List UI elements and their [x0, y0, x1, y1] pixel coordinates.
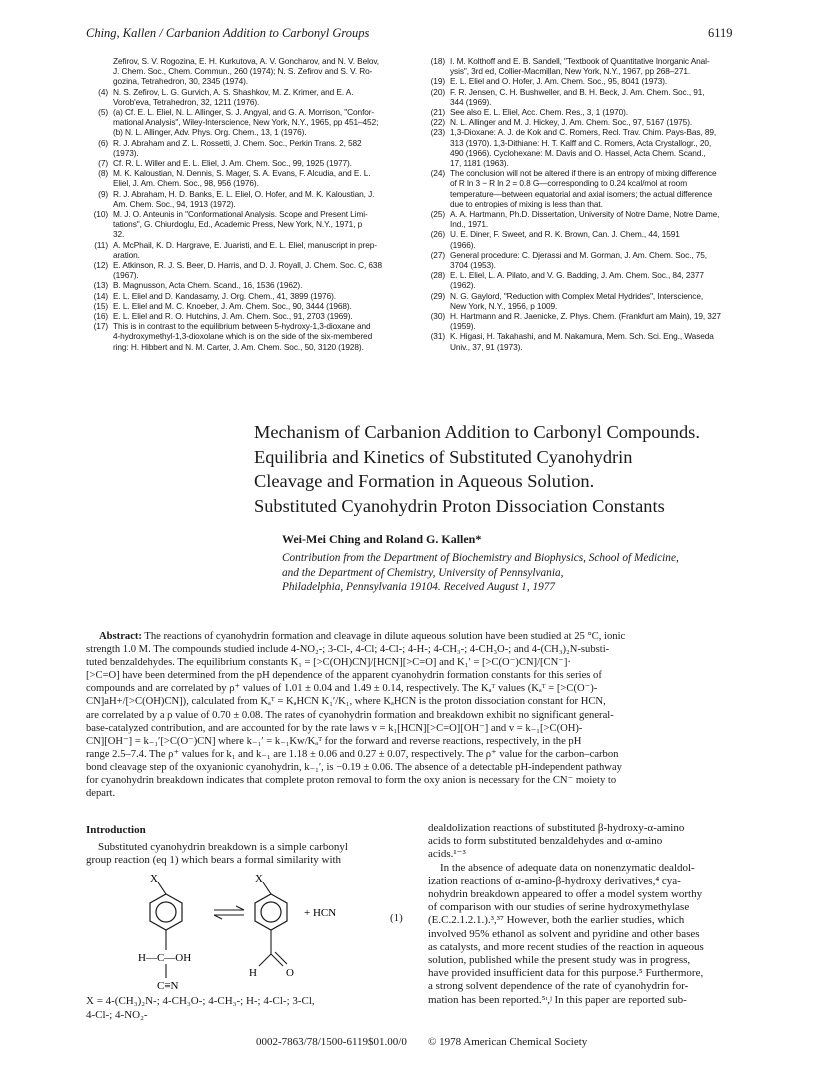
bond-aldehyde-h [259, 954, 271, 966]
reference-text [113, 107, 426, 138]
references-right-column [423, 56, 785, 352]
title-line: Equilibria and Kinetics of Substituted Cyanohydrin [254, 446, 633, 467]
reference-number: (23) [430, 127, 445, 138]
reference-line: The conclusion will not be altered if there is an entropy of mixing difference [450, 168, 717, 179]
reference-text [113, 260, 426, 280]
reference-number: (17) [93, 321, 108, 332]
reference-text [113, 291, 426, 301]
reference-line: (1973). [113, 147, 139, 158]
abstract-line: tuted benzaldehydes. The equilibrium constants K₁ = [>C(OH)CN]/[HCN][>C=O] and K₁′ = [>C(O⁻)CN]/[CN⁻]· [86, 657, 571, 669]
bond-x-right [263, 882, 271, 894]
reference-line: E. L. Eliel, L. A. Pilato, and V. G. Badding, J. Am. Chem. Soc., 84, 2377 [450, 270, 704, 281]
affiliation-line: Philadelphia, Pennsylvania 19104. Received August 1, 1977 [282, 581, 556, 593]
body-line: nohydrin breakdown appeared to offer a model system worthy [428, 888, 703, 901]
reference-number: (11) [94, 239, 108, 250]
reference-text [450, 168, 785, 209]
reference-entry [423, 87, 785, 107]
reference-text [113, 168, 426, 188]
body-line: Substituted cyanohydrin breakdown is a simple carbonyl [98, 840, 348, 853]
affiliation-line: Contribution from the Department of Biochemistry and Biophysics, School of Medicine, [282, 552, 679, 564]
reference-text [450, 209, 785, 229]
reference-line: J. Chem. Soc., Chem. Commun., 260 (1974); N. S. Zefirov and S. V. Ro- [113, 66, 373, 77]
reference-line: Cf. R. L. Willer and E. L. Eliel, J. Am. Chem. Soc., 99, 1925 (1977). [113, 158, 352, 169]
reference-entry [86, 56, 426, 87]
reference-line: N. G. Gaylord, "Reduction with Complex Metal Hydrides", Interscience, [450, 290, 704, 301]
introduction [86, 824, 416, 868]
abstract-line: bond cleavage step of the oxyanionic cyanohydrin, k₋₁′, is −0.19 ± 0.06. The absence of a detectable pH-independent pathway [86, 761, 622, 773]
reference-number: (22) [430, 117, 445, 128]
body-line: have provided insufficient data for this purpose.⁵ Furthermore, [428, 967, 704, 980]
reference-entry [86, 107, 426, 138]
reference-line: ysis", 3rd ed, Collier-Macmillan, New York, N.Y., 1967, pp 268–271. [450, 66, 691, 77]
reference-line: I. M. Kolthoff and E. B. Sandell, "Textbook of Quantitative Inorganic Anal- [450, 56, 710, 66]
reference-number: (26) [430, 229, 445, 240]
reference-line: Univ., 37, 91 (1973). [450, 341, 523, 352]
reference-entry [423, 168, 785, 209]
reference-entry [423, 331, 785, 351]
abstract-line: are correlated by a ρ value of 0.70 ± 0.08. The rates of cyanohydrin formation and breakdown exhibit no significant general- [86, 709, 614, 721]
reference-line: Eliel, J. Am. Chem. Soc., 98, 956 (1976). [113, 178, 259, 189]
reference-number: (21) [430, 107, 445, 118]
article-title [254, 420, 794, 518]
body-line: of comparison with our studies of serine hydroxymethylase [428, 901, 690, 914]
references-left-column [86, 56, 426, 352]
abstract [86, 630, 786, 800]
reference-entry [86, 189, 426, 209]
reference-line: New York, N.Y., 1956, p 1009. [450, 300, 558, 311]
reference-line: 32. [113, 229, 125, 240]
reference-line: (1966). [450, 239, 476, 250]
running-header: Ching, Kallen / Carbanion Addition to Carbonyl Groups [86, 26, 370, 40]
reference-text [450, 229, 785, 249]
reference-number: (4) [98, 86, 108, 97]
reference-line: (1962). [450, 280, 476, 291]
substituent-x-right: X [255, 873, 263, 885]
reference-line: gozina, Tetrahedron, 30, 2345 (1974). [113, 76, 248, 87]
reference-line: Vorob'eva, Tetrahedron, 32, 1211 (1976). [113, 96, 260, 107]
abstract-line: for cyanohydrin breakdown indicates that complete proton removal to form the oxy anion is necessary for the CN⁻ moiety to [86, 775, 617, 787]
reference-line: Zefirov, S. V. Rogozina, E. H. Kurkutova, A. V. Goncharov, and N. V. Belov, [113, 56, 379, 66]
reference-text [113, 301, 426, 311]
reference-line: ring: H. Hibbert and N. M. Carter, J. Am. Chem. Soc., 50, 3120 (1928). [113, 341, 364, 352]
authors: Wei-Mei Ching and Roland G. Kallen* [282, 532, 482, 546]
reference-number: (27) [430, 249, 445, 260]
body-line: mation has been reported.⁵ᶦ,ʲ In this paper are reported sub- [428, 993, 687, 1006]
reference-text [113, 87, 426, 107]
reference-line: Am. Chem. Soc., 94, 1913 (1972). [113, 198, 236, 209]
reference-number: (28) [430, 270, 445, 281]
reference-entry [423, 56, 785, 76]
substituent-x-left: X [150, 873, 158, 885]
reference-line: R. J. Abraham and Z. L. Rossetti, J. Chem. Soc., Perkin Trans. 2, 582 [113, 137, 362, 148]
reference-line: N. S. Zefirov, L. G. Gurvich, A. S. Shashkov, M. Z. Krimer, and E. A. [113, 86, 354, 97]
cyano-label: C≡N [157, 980, 179, 992]
reference-number: (25) [430, 209, 445, 220]
abstract-line: base-catalyzed contribution, and are accounted for by the rate laws v = k₁[HCN][>C=O][OH⁻] and v = k₋₁[>C(OH)- [86, 722, 583, 734]
reference-line: H. Hartmann and R. Jaenicke, Z. Phys. Chem. (Frankfurt am Main), 19, 327 [450, 311, 721, 322]
reference-text [113, 189, 426, 209]
reference-entry [86, 291, 426, 301]
h-c-oh-label: H—C—OH [138, 952, 192, 964]
reference-number: (19) [430, 76, 445, 87]
reference-text [450, 127, 785, 168]
benzene-ring-left [150, 894, 182, 930]
reference-number: (20) [430, 86, 445, 97]
reference-line: K. Higasi, H. Takahashi, and M. Nakamura, Mem. Sch. Sci. Eng., Waseda [450, 331, 714, 342]
reference-number: (10) [93, 209, 108, 220]
reference-number: (14) [93, 290, 108, 301]
reference-entry [86, 301, 426, 311]
reference-line: E. L. Eliel and R. O. Hutchins, J. Am. Chem. Soc., 91, 2703 (1969). [113, 311, 353, 322]
body-right-column [428, 822, 788, 1007]
reference-number: (29) [430, 290, 445, 301]
reference-line: See also E. L. Eliel, Acc. Chem. Res., 3, 1 (1970). [450, 107, 628, 118]
reference-text [113, 280, 426, 290]
reference-entry [423, 76, 785, 86]
reference-line: Ind., 1971. [450, 219, 489, 230]
reference-entry [423, 117, 785, 127]
reference-line: 3704 (1953). [450, 260, 496, 271]
abstract-line: [>C=O] have been determined from the pH dependence of the apparent cyanohydrin formation constants for this series of [86, 670, 602, 682]
body-line: as catalysts, and more recent studies of the reaction in aqueous [428, 940, 704, 953]
carbonyl-o-label: O [286, 967, 294, 979]
body-line: acids.¹⁻³ [428, 848, 466, 861]
title-line: Cleavage and Formation in Aqueous Solution. [254, 471, 595, 491]
reference-line: (1959). [450, 321, 476, 332]
reference-text [113, 321, 426, 352]
reference-text [450, 117, 785, 127]
reference-line: A. McPhail, K. D. Hargrave, E. Juaristi, and E. L. Eliel, manuscript in prep- [113, 239, 377, 250]
benzene-ring-right [255, 894, 287, 930]
body-line: involved 95% ethanol as solvent and pyridine and other bases [428, 927, 700, 940]
equation-number: (1) [390, 912, 403, 924]
reference-line: R. J. Abraham, H. D. Banks, E. L. Eliel, O. Hofer, and M. K. Kaloustian, J. [113, 188, 375, 199]
reference-line: B. Magnusson, Acta Chem. Scand., 16, 1536 (1962). [113, 280, 303, 291]
title-line: Substituted Cyanohydrin Proton Dissociation Constants [254, 495, 665, 516]
reference-entry [423, 229, 785, 249]
reference-text [450, 107, 785, 117]
abstract-line: range 2.5–7.4. The ρ⁺ values for k₁ and k₋₁ are 1.18 ± 0.06 and 0.27 ± 0.07, respectively. The ρ⁺ value for the carbon–carbon [86, 748, 619, 760]
reference-entry [423, 209, 785, 229]
body-line: acids to form substituted benzaldehydes and α-amino [428, 835, 663, 848]
reference-number: (18) [430, 56, 445, 66]
reference-text [113, 209, 426, 240]
reference-line: due to entropies of mixing is less than that. [450, 198, 603, 209]
reference-number: (16) [93, 311, 108, 322]
reference-line: (a) Cf. E. L. Eliel, N. L. Allinger, S. J. Angyal, and G. A. Morrison, "Confor- [113, 107, 375, 118]
reference-line: 17, 1181 (1963). [450, 158, 509, 169]
reference-number: (31) [430, 331, 445, 342]
reference-line: 1,3-Dioxane: A. J. de Kok and C. Romers, Recl. Trav. Chim. Pays-Bas, 89, [450, 127, 717, 138]
reference-line: temperature—between equatorial and axial isomers; the actual difference [450, 188, 713, 199]
reaction-scheme [96, 870, 386, 995]
reference-line: tations", G. Chiurdoglu, Ed., Academic Press, New York, N.Y., 1971, p [113, 219, 363, 230]
reference-text [450, 331, 785, 351]
reference-line: (b) N. L. Allinger, Adv. Phys. Org. Chem., 13, 1 (1976). [113, 127, 307, 138]
reference-text [113, 56, 426, 87]
body-line: 4-Cl-; 4-NO₂- [86, 1008, 148, 1021]
reference-text [450, 56, 785, 76]
equilibrium-arrow [214, 906, 244, 919]
reference-entry [86, 321, 426, 352]
reference-entry [86, 260, 426, 280]
reference-line: M. K. Kaloustian, N. Dennis, S. Mager, S. A. Evans, F. Alcudia, and E. L. [113, 168, 371, 179]
reference-number: (15) [93, 300, 108, 311]
affiliation [282, 551, 802, 595]
reference-line: N. L. Allinger and M. J. Hickey, J. Am. Chem. Soc., 97, 5167 (1975). [450, 117, 693, 128]
reference-text [450, 87, 785, 107]
reference-entry [86, 158, 426, 168]
reference-line: 344 (1969). [450, 96, 492, 107]
hcn-label: + HCN [304, 907, 337, 919]
reference-text [450, 311, 785, 331]
reference-line: (1967). [113, 270, 139, 281]
reference-text [450, 250, 785, 270]
reference-line: E. Atkinson, R. J. S. Beer, D. Harris, and D. J. Royall, J. Chem. Soc. C, 638 [113, 260, 382, 271]
abstract-line: compounds and are correlated by ρ⁺ values of 1.01 ± 0.04 and 1.49 ± 0.14, respectively. The Kₐᵀ values (Kₐᵀ = [>C(O⁻)- [86, 683, 598, 695]
abstract-line: depart. [86, 788, 116, 800]
reference-number: (8) [98, 168, 108, 179]
reference-text [113, 311, 426, 321]
reference-number: (9) [98, 188, 108, 199]
title-line: Mechanism of Carbanion Addition to Carbonyl Compounds. [254, 422, 700, 442]
abstract-label: Abstract: [99, 631, 142, 642]
reference-line: 4-hydroxymethyl-1,3-dioxolane which is on the side of the six-membered [113, 331, 373, 342]
reference-line: A. A. Hartmann, Ph.D. Dissertation, University of Notre Dame, Notre Dame, [450, 209, 720, 220]
reference-line: E. L. Eliel and M. C. Knoeber, J. Am. Chem. Soc., 90, 3444 (1968). [113, 300, 352, 311]
reference-entry [423, 127, 785, 168]
reference-line: of R ln 3 − R ln 2 = 0.8 G—corresponding to 0.24 kcal/mol at room [450, 178, 687, 189]
page-number: 6119 [708, 26, 733, 40]
body-line: solution, published while the present study was in progress, [428, 954, 691, 967]
reference-entry [86, 87, 426, 107]
reference-number: (5) [98, 107, 108, 118]
body-line: dealdolization reactions of substituted β-hydroxy-α-amino [428, 822, 685, 834]
abstract-line: strength 1.0 M. The compounds studied include 4-NO₂-; 3-Cl-, 4-Cl; 4-Cl-; 4-H-; 4-CH₃-; 4-CH₃O-; and 4-(CH₃)₂N-substi- [86, 644, 610, 656]
aldehyde-h-label: H [249, 967, 257, 979]
reference-text [113, 138, 426, 158]
bond-carbonyl-double [275, 952, 287, 964]
reference-entry [423, 291, 785, 311]
reference-line: M. J. O. Anteunis in "Conformational Analysis. Scope and Present Limi- [113, 209, 368, 220]
affiliation-line: and the Department of Chemistry, University of Pennsylvania, [282, 566, 564, 579]
reference-line: 490 (1966). Cyclohexane: M. Davis and O. Hassel, Acta Chem. Scand., [450, 147, 706, 158]
body-line: group reaction (eq 1) which bears a formal similarity with [86, 854, 342, 866]
reference-number [86, 56, 113, 87]
reference-entry [86, 168, 426, 188]
body-line: In the absence of adequate data on nonenzymatic dealdol- [440, 861, 695, 874]
reference-text [450, 291, 785, 311]
reference-number: (13) [93, 280, 108, 291]
bond-carbonyl [271, 954, 283, 966]
reference-number: (6) [98, 137, 108, 148]
reference-line: mational Analysis", Wiley-Interscience, New York, N.Y., 1965, pp 451–452; [113, 117, 379, 128]
reference-line: U. E. Diner, F. Sweet, and R. K. Brown, Can. J. Chem., 44, 1591 [450, 229, 680, 240]
reference-line: This is in contrast to the equilibrium between 5-hydroxy-1,3-dioxane and [113, 321, 371, 332]
reference-line: E. L. Eliel and D. Kandasamy, J. Org. Chem., 41, 3899 (1976). [113, 290, 336, 301]
reference-entry [86, 209, 426, 240]
copyright: © 1978 American Chemical Society [428, 1036, 588, 1048]
reference-entry [423, 250, 785, 270]
reference-number: (24) [430, 168, 445, 179]
reference-entry [86, 240, 426, 260]
reference-line: E. L. Eliel and O. Hofer, J. Am. Chem. Soc., 95, 8041 (1973). [450, 76, 668, 87]
abstract-line: Abstract: The reactions of cyanohydrin formation and cleavage in dilute aqueous solution have been studied at 25 °C, ionic [99, 631, 626, 642]
reference-number: (7) [98, 158, 108, 169]
body-line: ization reactions of α-amino-β-hydroxy derivatives,⁴ cya- [428, 874, 681, 887]
reference-entry [423, 107, 785, 117]
substituent-definition [86, 995, 416, 1022]
reference-number: (30) [430, 311, 445, 322]
reference-number: (12) [93, 260, 108, 271]
section-heading: Introduction [86, 824, 146, 836]
reference-line: F. R. Jensen, C. H. Bushweller, and B. H. Beck, J. Am. Chem. Soc., 91, [450, 86, 705, 97]
reference-entry [423, 311, 785, 331]
bond-x-left [158, 882, 166, 894]
body-line: X = 4-(CH₃)₂N-; 4-CH₃O-; 4-CH₃-; H-; 4-Cl-; 3-Cl, [86, 995, 315, 1007]
reference-text [450, 76, 785, 86]
reference-text [113, 240, 426, 260]
reference-entry [86, 311, 426, 321]
article-code: 0002-7863/78/1500-6119$01.00/0 [256, 1036, 407, 1048]
abstract-line: CN]aH+/[>C(OH)CN]), calculated from Kₐᵀ = KₐHCN K₁′/K₁, where KₐHCN is the proton dissociation constant for HCN, [86, 696, 606, 708]
body-line: a strong solvent dependence of the rate of cyanohydrin for- [428, 980, 689, 993]
reference-text [113, 158, 426, 168]
reference-entry [423, 270, 785, 290]
reference-text [450, 270, 785, 290]
abstract-line: CN][OH⁻] = k₋₁′[>C(O⁻)CN] where k₋₁′ = k₋₁Kw/Kₐᵀ for the forward and reverse reactions, respectively, in the pH [86, 735, 582, 747]
body-line: (E.C.2.1.2.1.).³,³⁷ However, both the earlier studies, which [428, 914, 685, 927]
reference-entry [86, 280, 426, 290]
reference-entry [86, 138, 426, 158]
reference-line: aration. [113, 249, 140, 260]
reference-line: 313 (1970). 1,3-Dithiane: H. T. Kalff and C. Romers, Acta Crystallogr., 20, [450, 137, 712, 148]
reference-line: General procedure: C. Djerassi and M. Gorman, J. Am. Chem. Soc., 75, [450, 249, 707, 260]
